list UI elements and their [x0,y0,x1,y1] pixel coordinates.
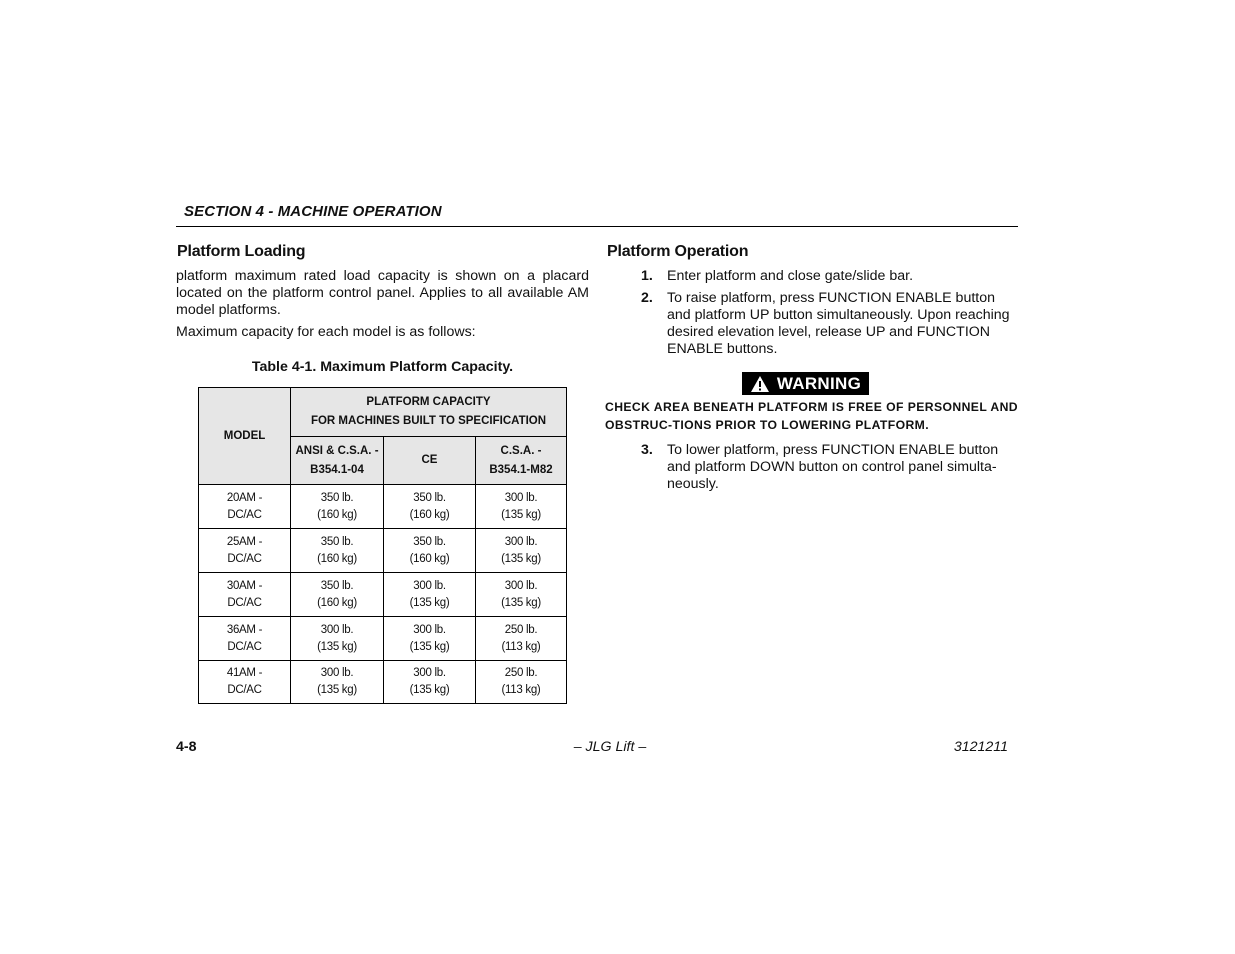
step-number: 2. [641,290,653,306]
csa-column-header [476,437,567,485]
capacity-cell: 250 lb. (113 kg) [476,617,567,661]
capacity-cell: 250 lb. (113 kg) [476,661,567,704]
step-text: To raise platform, press FUNCTION ENABLE button and platform UP button simultaneously. Upon reaching desired elevation level, release UP and FUNCTION ENABLE buttons. [667,290,1010,357]
capacity-cell: 350 lb. (160 kg) [384,529,476,573]
step-number: 1. [641,268,653,284]
csa-header-line1: C.S.A. - [500,444,542,457]
capacity-cell: 300 lb. (135 kg) [291,617,384,661]
footer-brand: – JLG Lift – [573,739,647,755]
table-row [199,485,567,529]
capacity-cell: 300 lb. (135 kg) [384,661,476,704]
capacity-cell: 300 lb. (135 kg) [476,573,567,617]
section-title: SECTION 4 - MACHINE OPERATION [184,203,442,220]
ansi-header-line2: B354.1-04 [310,463,364,476]
capacity-cell: 300 lb. (135 kg) [384,617,476,661]
table-row [199,573,567,617]
step-number: 3. [641,442,653,458]
ansi-column-header [291,437,384,485]
table-row [199,661,567,704]
capacity-header [291,388,567,437]
warning-text: CHECK AREA BENEATH PLATFORM IS FREE OF PERSONNEL AND OBSTRUC-TIONS PRIOR TO LOWERING PLATFORM. [605,400,1018,432]
page-number: 4-8 [176,739,197,755]
table-row [199,529,567,573]
capacity-cell: 350 lb. (160 kg) [384,485,476,529]
platform-operation-heading: Platform Operation [607,243,749,260]
capacity-cell: 350 lb. (160 kg) [291,573,384,617]
table-caption: Table 4-1. Maximum Platform Capacity. [251,359,514,375]
capacity-table [198,387,567,704]
model-cell: 41AM - DC/AC [199,661,291,704]
ansi-header-line1: ANSI & C.S.A. - [295,444,379,457]
csa-header-line2: B354.1-M82 [489,463,553,476]
model-column-header: MODEL [199,388,291,485]
capacity-intro: Maximum capacity for each model is as follows: [176,324,476,340]
capacity-cell: 300 lb. (135 kg) [291,661,384,704]
table-row [199,617,567,661]
warning-label: WARNING [776,373,862,393]
ce-column-header [384,437,476,485]
warning-badge [742,372,869,395]
document-number: 3121211 [953,739,1008,755]
model-cell: 36AM - DC/AC [199,617,291,661]
ce-header-line1: CE [421,454,438,466]
step-text: To lower platform, press FUNCTION ENABLE button and platform DOWN button on control panel simulta-neously. [667,442,999,492]
loading-paragraph: platform maximum rated load capacity is shown on a placard located on the platform control panel. Applies to all available AM model platforms. [176,268,589,318]
header-divider [176,226,1018,227]
model-cell: 25AM - DC/AC [199,529,291,573]
capacity-cell: 350 lb. (160 kg) [291,485,384,529]
model-cell: 30AM - DC/AC [199,573,291,617]
platform-loading-heading: Platform Loading [177,243,306,260]
capacity-cell: 300 lb. (135 kg) [384,573,476,617]
model-cell: 20AM - DC/AC [199,485,291,529]
capacity-cell: 300 lb. (135 kg) [476,529,567,573]
capacity-cell: 300 lb. (135 kg) [476,485,567,529]
step-text: Enter platform and close gate/slide bar. [667,268,914,284]
capacity-header-line1: PLATFORM CAPACITY [366,396,491,408]
warning-triangle-icon [750,375,770,393]
capacity-header-line2: FOR MACHINES BUILT TO SPECIFICATION [310,415,547,427]
capacity-cell: 350 lb. (160 kg) [291,529,384,573]
